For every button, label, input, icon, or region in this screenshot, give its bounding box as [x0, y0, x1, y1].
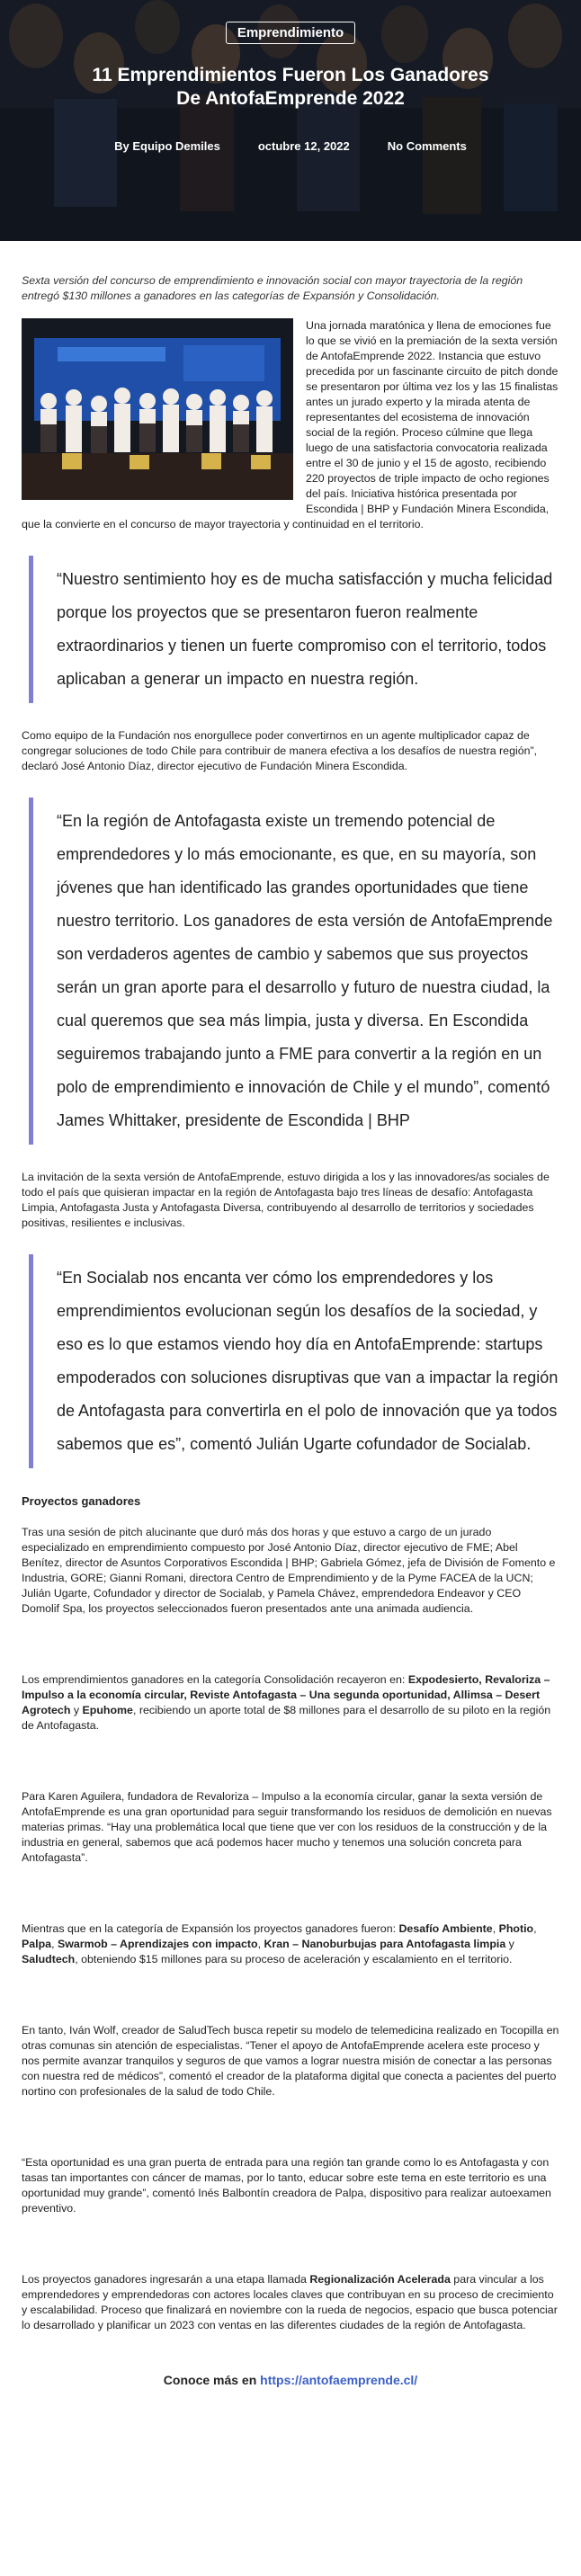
author-link[interactable]: By Equipo Demiles: [114, 139, 220, 153]
article-meta: [0, 139, 581, 153]
stage-name: Regionalización Acelerada: [309, 2273, 451, 2286]
article-body: [0, 241, 581, 2388]
paragraph-palpa: “Esta oportunidad es una gran puerta de entrada para una región tan grande como lo es Antofagasta y con tasas tan importantes con cáncer de mamas, por lo tanto, educar sobre este tema en este territorio es una oportunidad muy grande”, comentó Inés Balbontín creadora de Palpa, dispositivo para realizar autoexamen preventivo.: [22, 2156, 551, 2215]
paragraph-consolidacion: [22, 1672, 559, 1734]
paragraph-saludtech: En tanto, Iván Wolf, creador de SaludTech busca repetir su modelo de telemedicina realizado en Tocopilla en otras comunas sin atención de especialistas. “Tener el apoyo de AntofaEmprende acelera este proceso y nos permite avanzar tranquilos y seguros de que vamos a lograr nuestra misión de conectar a las personas con nuestra red de médicos”, comentó el creador de la plataforma digital que conecta a pacientes del puerto nortino con profesionales de la salud de todo Chile.: [22, 2024, 559, 2098]
intro-paragraph: Una jornada maratónica y llena de emociones fue lo que se vivió en la premiación de la sexta versión de AntofaEmprende 2022. Instancia que estuvo precedida por un fascinante circuito de pitch donde se presentaron por última vez los y las 15 finalistas antes un jurado experto y la mirada atenta de representantes del ecosistema de innovación social de la región. Proceso cúlmine que llega luego de una satisfactoria convocatoria realizada entre el 30 de junio y el 15 de agosto, recibiendo 220 proyectos de triple impacto de ocho regiones del país. Iniciativa histórica presentada por Escondida | BHP y Fundación Minera Escondida, que la convierte en el concurso de mayor trayectoria y continuidad en el territorio.: [22, 319, 559, 530]
text-run: ,: [51, 1938, 58, 1950]
winner-palpa: Palpa: [22, 1938, 52, 1950]
category-tag[interactable]: Emprendimiento: [226, 22, 355, 44]
section-heading-ganadores: Proyectos ganadores: [22, 1494, 141, 1508]
publish-date: octubre 12, 2022: [257, 139, 350, 153]
closing-line: [22, 2373, 559, 2388]
award-ceremony-photo: [22, 318, 293, 500]
quote-escondida: “En la región de Antofagasta existe un tremendo potencial de emprendedores y lo más emocionante, es que, en su mayoría, son jóvenes que han identificado las grandes oportunidades que tiene nuestro territorio. Los ganadores de esta versión de AntofaEmprende son verdaderos agentes de cambio y sabemos que sus proyectos serán un gran aporte para el desarrollo y futuro de nuestra ciudad, la cual queremos que sea más limpia, justa y diversa. En Escondida seguiremos trabajando junto a FME para convertir a la región en un polo de emprendimiento e innovación de Chile y el mundo”, comentó James Whittaker, presidente de Escondida | BHP: [29, 798, 559, 1145]
closing-label: Conoce más en: [163, 2373, 261, 2387]
winner-desafio-ambiente: Desafío Ambiente: [398, 1922, 493, 1935]
hero-content: [0, 0, 581, 153]
text-run: ,: [492, 1922, 499, 1935]
hero-banner: [0, 0, 581, 241]
intro-block: [22, 318, 559, 532]
paragraph-invitacion: La invitación de la sexta versión de AntofaEmprende, estuvo dirigida a los y las innovadores/as sociales de todo el país que quisieran impactar en la región de Antofagasta bajo tres líneas de desafío: Antofagasta Limpia, Antofagasta Justa y Antofagasta Diversa, contribuyendo al desarrollo de territorios y sociedades positivas, resilientes e inclusivas.: [22, 1171, 550, 1229]
article-title: 11 Emprendimientos Fueron Los Ganadores De AntofaEmprende 2022: [92, 65, 489, 109]
paragraph-fundacion: Como equipo de la Fundación nos enorgullece poder convertirnos en un agente multiplicador capaz de congregar soluciones de todo Chile para contribuir de manera efectiva a los desafíos de nuestra región”, declaró José Antonio Díaz, director ejecutivo de Fundación Minera Escondida.: [22, 729, 538, 772]
paragraph-jurado: Tras una sesión de pitch alucinante que duró más dos horas y que estuvo a cargo de un jurado especializado en emprendimiento compuesto por José Antonio Díaz, director ejecutivo de FME; Abel Benítez, director de Asuntos Corporativos Escondida | BHP; Gabriela Gómez, jefa de División de Fomento e Industria, GORE; Gianni Romani, directora Centro de Emprendimiento y de la Pyme FACEA de la UCN; Julián Ugarte, Cofundador y director de Socialab, y Pamela Chávez, emprendedora Endeavor y CEO Domolif Spa, los proyectos seleccionados fueron presentados ante una animada audiencia.: [22, 1526, 556, 1615]
winners-consolidacion: Expodesierto, Revalorizа – Impulso a la economía circular, Reviste Antofagasta – Una segunda oportunidad, Allimsa – Desert Agrotech: [22, 1673, 550, 1716]
text-run: Los emprendimientos ganadores en la categoría Consolidación recayeron en:: [22, 1673, 408, 1686]
quote-socialab: “En Socialab nos encanta ver cómo los emprendedores y los emprendimientos evolucionan según los desafíos de la sociedad, y eso es lo que estamos viendo hoy día en AntofaEmprende: startups empoderados con soluciones disruptivas que van a impactar la región de Antofagasta para convertirla en el polo de innovación que ya todos sabemos que es”, comentó Julián Ugarte cofundador de Socialab.: [29, 1254, 559, 1468]
article-lead: Sexta versión del concurso de emprendimiento e innovación social con mayor trayectoria de la región entregó $130 millones a ganadores en las categorías de Expansión y Consolidación.: [22, 274, 523, 302]
paragraph-revaloriza: Para Karen Aguilera, fundadora de Revaloriza – Impulso a la economía circular, ganar la sexta versión de AntofaEmprende es una gran oportunidad para seguir transformando los residuos de demolición en nuevas materias primas. “Hay una problemática local que tiene que ver con los residuos de la construcción y de la industria en general, sabemos que acá podemos hacer mucho y tenemos una solución concreta para Antofagasta”.: [22, 1790, 552, 1864]
text-run: para vincular a los emprendedores y emprendedoras con actores locales claves que contribuyan en su proceso de crecimiento y escalabilidad. Proceso que finalizará en noviembre con la rueda de negocios, espacio que busca potenciar lo desarrollado y planificar un 2023 con ventas en las diferentes ciudades de la región de Antofagasta.: [22, 2273, 558, 2331]
quote-fme: “Nuestro sentimiento hoy es de mucha satisfacción y mucha felicidad porque los proyectos que se presentaron fueron realmente extraordinarios y tienen un fuerte compromiso con el territorio, todos aplicaban a generar un impacto en nuestra región.: [29, 556, 559, 703]
winner-swarmob: Swarmob – Aprendizajes con impacto: [57, 1938, 258, 1950]
paragraph-expansion: [22, 1921, 559, 1967]
winner-saludtech: Saludtech: [22, 1953, 76, 1965]
text-run: Mientras que en la categoría de Expansión los proyectos ganadores fueron:: [22, 1922, 399, 1935]
text-run: ,: [257, 1938, 264, 1950]
antofaemprende-link[interactable]: https://antofaemprende.cl/: [260, 2373, 418, 2387]
text-run: y: [505, 1938, 514, 1950]
text-run: , recibiendo un aporte total de $8 millones para el desarrollo de su piloto en la región de Antofagasta.: [22, 1704, 551, 1732]
text-run: ,: [533, 1922, 537, 1935]
text-run: y: [70, 1704, 83, 1716]
winner-kran: Kran – Nanoburbujas para Antofagasta limpia: [264, 1938, 506, 1950]
text-run: Los proyectos ganadores ingresarán a una etapa llamada: [22, 2273, 310, 2286]
paragraph-regionalizacion: [22, 2272, 559, 2333]
winner-photio: Photio: [498, 1922, 534, 1935]
winner-epuhome: Epuhome: [82, 1704, 133, 1716]
comments-link[interactable]: No Comments: [387, 139, 467, 153]
text-run: , obteniendo $15 millones para su proceso de aceleración y escalamiento en el territorio.: [75, 1953, 513, 1965]
